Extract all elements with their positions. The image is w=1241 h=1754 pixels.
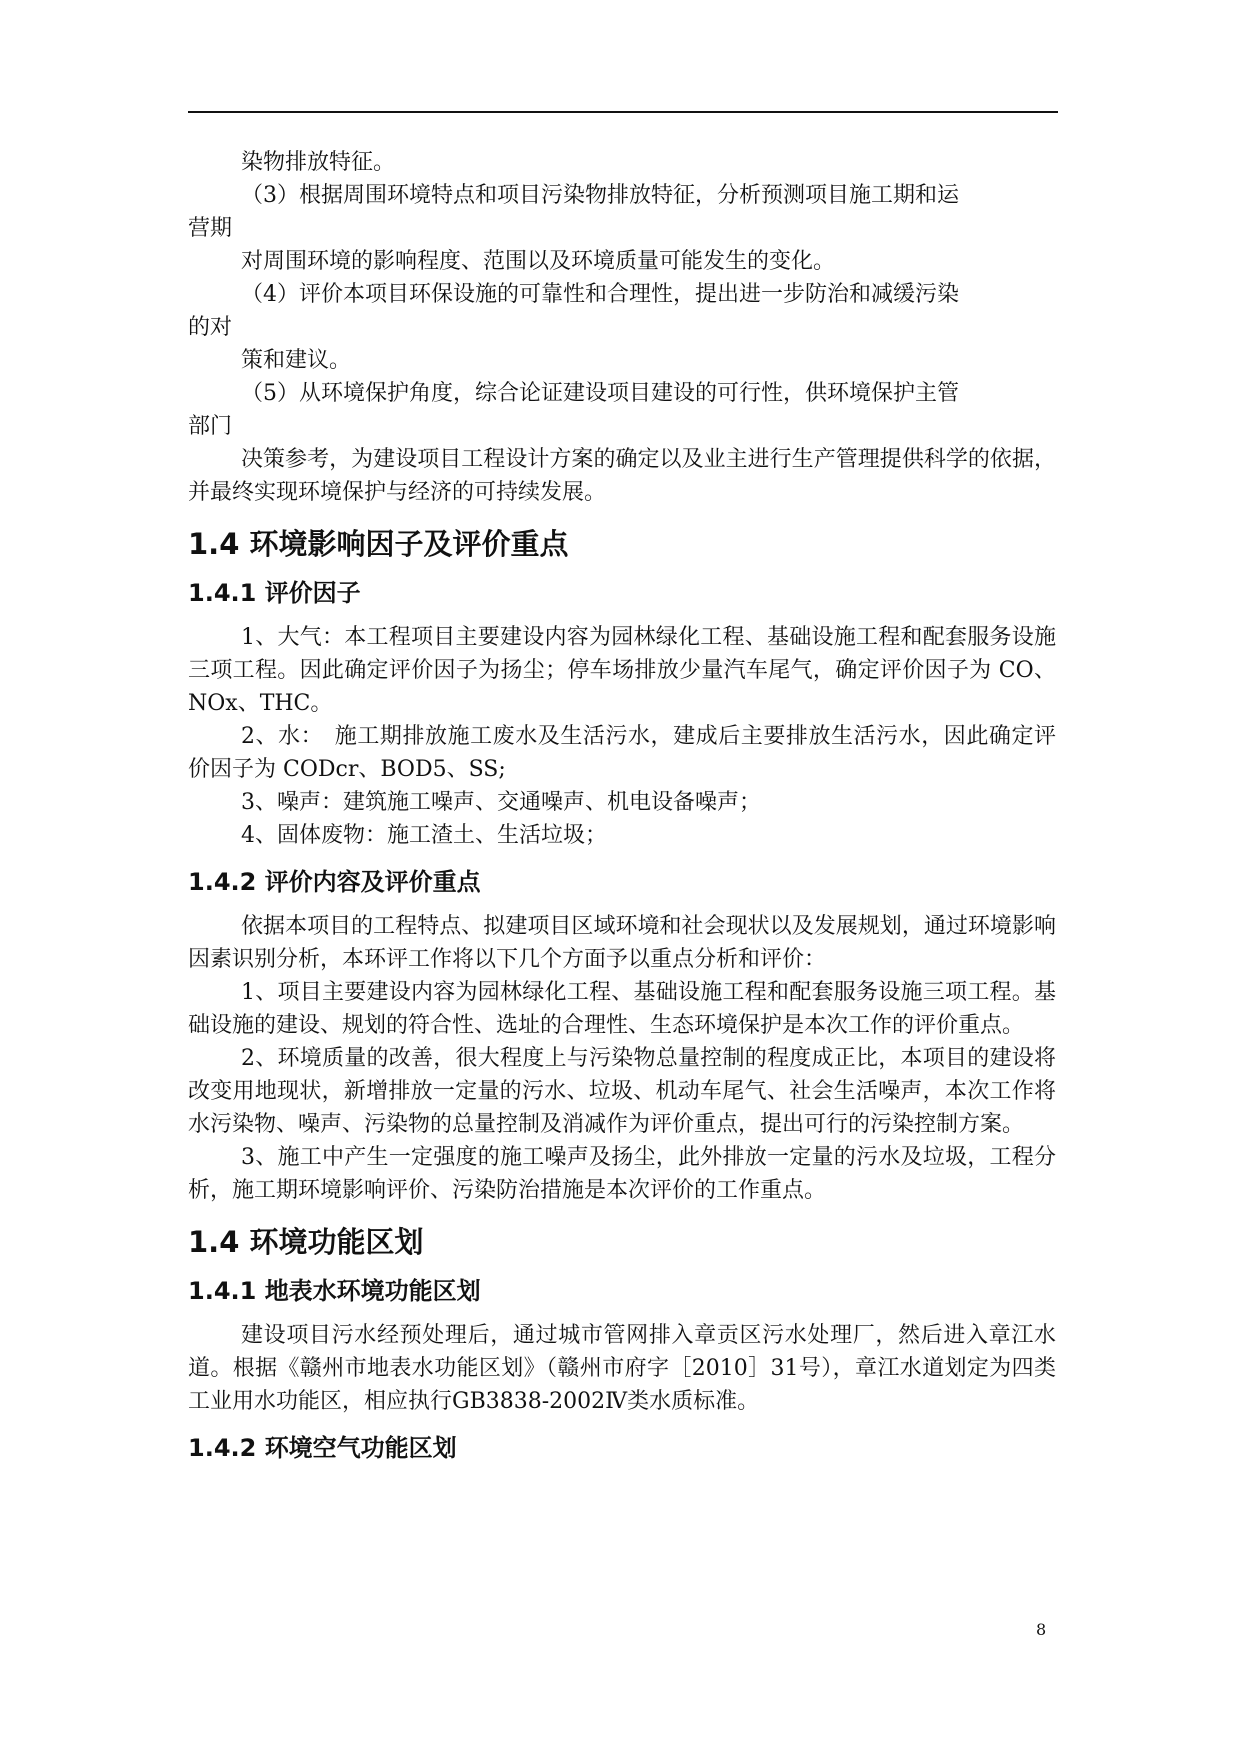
text-paragraph: 3、施工中产生一定强度的施工噪声及扬尘，此外排放一定量的污水及垃圾，工程分析，施工期环境影响评价、污染防治措施是本次评价的工作重点。 [188, 1145, 1056, 1203]
text-paragraph: 依据本项目的工程特点、拟建项目区域环境和社会现状以及发展规划，通过环境影响因素识别分析，本环评工作将以下几个方面予以重点分析和评价： [188, 914, 1056, 972]
text-line: 的对 [188, 315, 233, 340]
section-heading: 1.4 环境影响因子及评价重点 [188, 527, 569, 561]
text-paragraph: 3、噪声：建筑施工噪声、交通噪声、机电设备噪声； [241, 790, 761, 815]
subsection-heading: 1.4.1 评价因子 [188, 579, 361, 607]
text-paragraph: 决策参考，为建设项目工程设计方案的确定以及业主进行生产管理提供科学的依据，并最终实现环境保护与经济的可持续发展。 [188, 447, 1056, 505]
text-paragraph: 建设项目污水经预处理后，通过城市管网排入章贡区污水处理厂，然后进入章江水道。根据《赣州市地表水功能区划》（赣州市府字［2010］31号），章江水道划定为四类工业用水功能区，相应执行GB3838-2002Ⅳ类水质标准。 [188, 1323, 1056, 1414]
text-line: 部门 [188, 414, 233, 439]
text-paragraph: 1、项目主要建设内容为园林绿化工程、基础设施工程和配套服务设施三项工程。基础设施的建设、规划的符合性、选址的合理性、生态环境保护是本次工作的评价重点。 [188, 980, 1056, 1038]
text-line: 对周围环境的影响程度、范围以及环境质量可能发生的变化。 [241, 249, 836, 274]
text-line: 染物排放特征。 [241, 150, 396, 175]
page-number: 8 [1036, 1620, 1047, 1639]
subsection-heading: 1.4.2 评价内容及评价重点 [188, 868, 481, 896]
text-line: （3）根据周围环境特点和项目污染物排放特征，分析预测项目施工期和运 [241, 183, 959, 208]
section-heading: 1.4 环境功能区划 [188, 1225, 424, 1259]
text-line: 营期 [188, 216, 233, 241]
text-paragraph: 2、水： 施工期排放施工废水及生活污水，建成后主要排放生活污水，因此确定评价因子为 CODcr、BOD5、SS; [188, 724, 1056, 782]
text-line: 策和建议。 [241, 348, 352, 373]
header-rule [188, 111, 1058, 113]
document-body [188, 146, 1056, 1476]
subsection-heading: 1.4.2 环境空气功能区划 [188, 1434, 457, 1462]
text-paragraph: 2、环境质量的改善，很大程度上与污染物总量控制的程度成正比，本项目的建设将改变用地现状，新增排放一定量的污水、垃圾、机动车尾气、社会生活噪声，本次工作将水污染物、噪声、污染物的总量控制及消减作为评价重点，提出可行的污染控制方案。 [188, 1046, 1056, 1137]
subsection-heading: 1.4.1 地表水环境功能区划 [188, 1277, 481, 1305]
text-paragraph: 1、大气：本工程项目主要建设内容为园林绿化工程、基础设施工程和配套服务设施三项工程。因此确定评价因子为扬尘；停车场排放少量汽车尾气，确定评价因子为 CO、NOx、THC。 [188, 625, 1056, 716]
text-line: （4）评价本项目环保设施的可靠性和合理性，提出进一步防治和减缓污染 [241, 282, 959, 307]
text-line: （5）从环境保护角度，综合论证建设项目建设的可行性，供环境保护主管 [241, 381, 959, 406]
text-paragraph: 4、固体废物：施工渣土、生活垃圾； [241, 823, 607, 848]
